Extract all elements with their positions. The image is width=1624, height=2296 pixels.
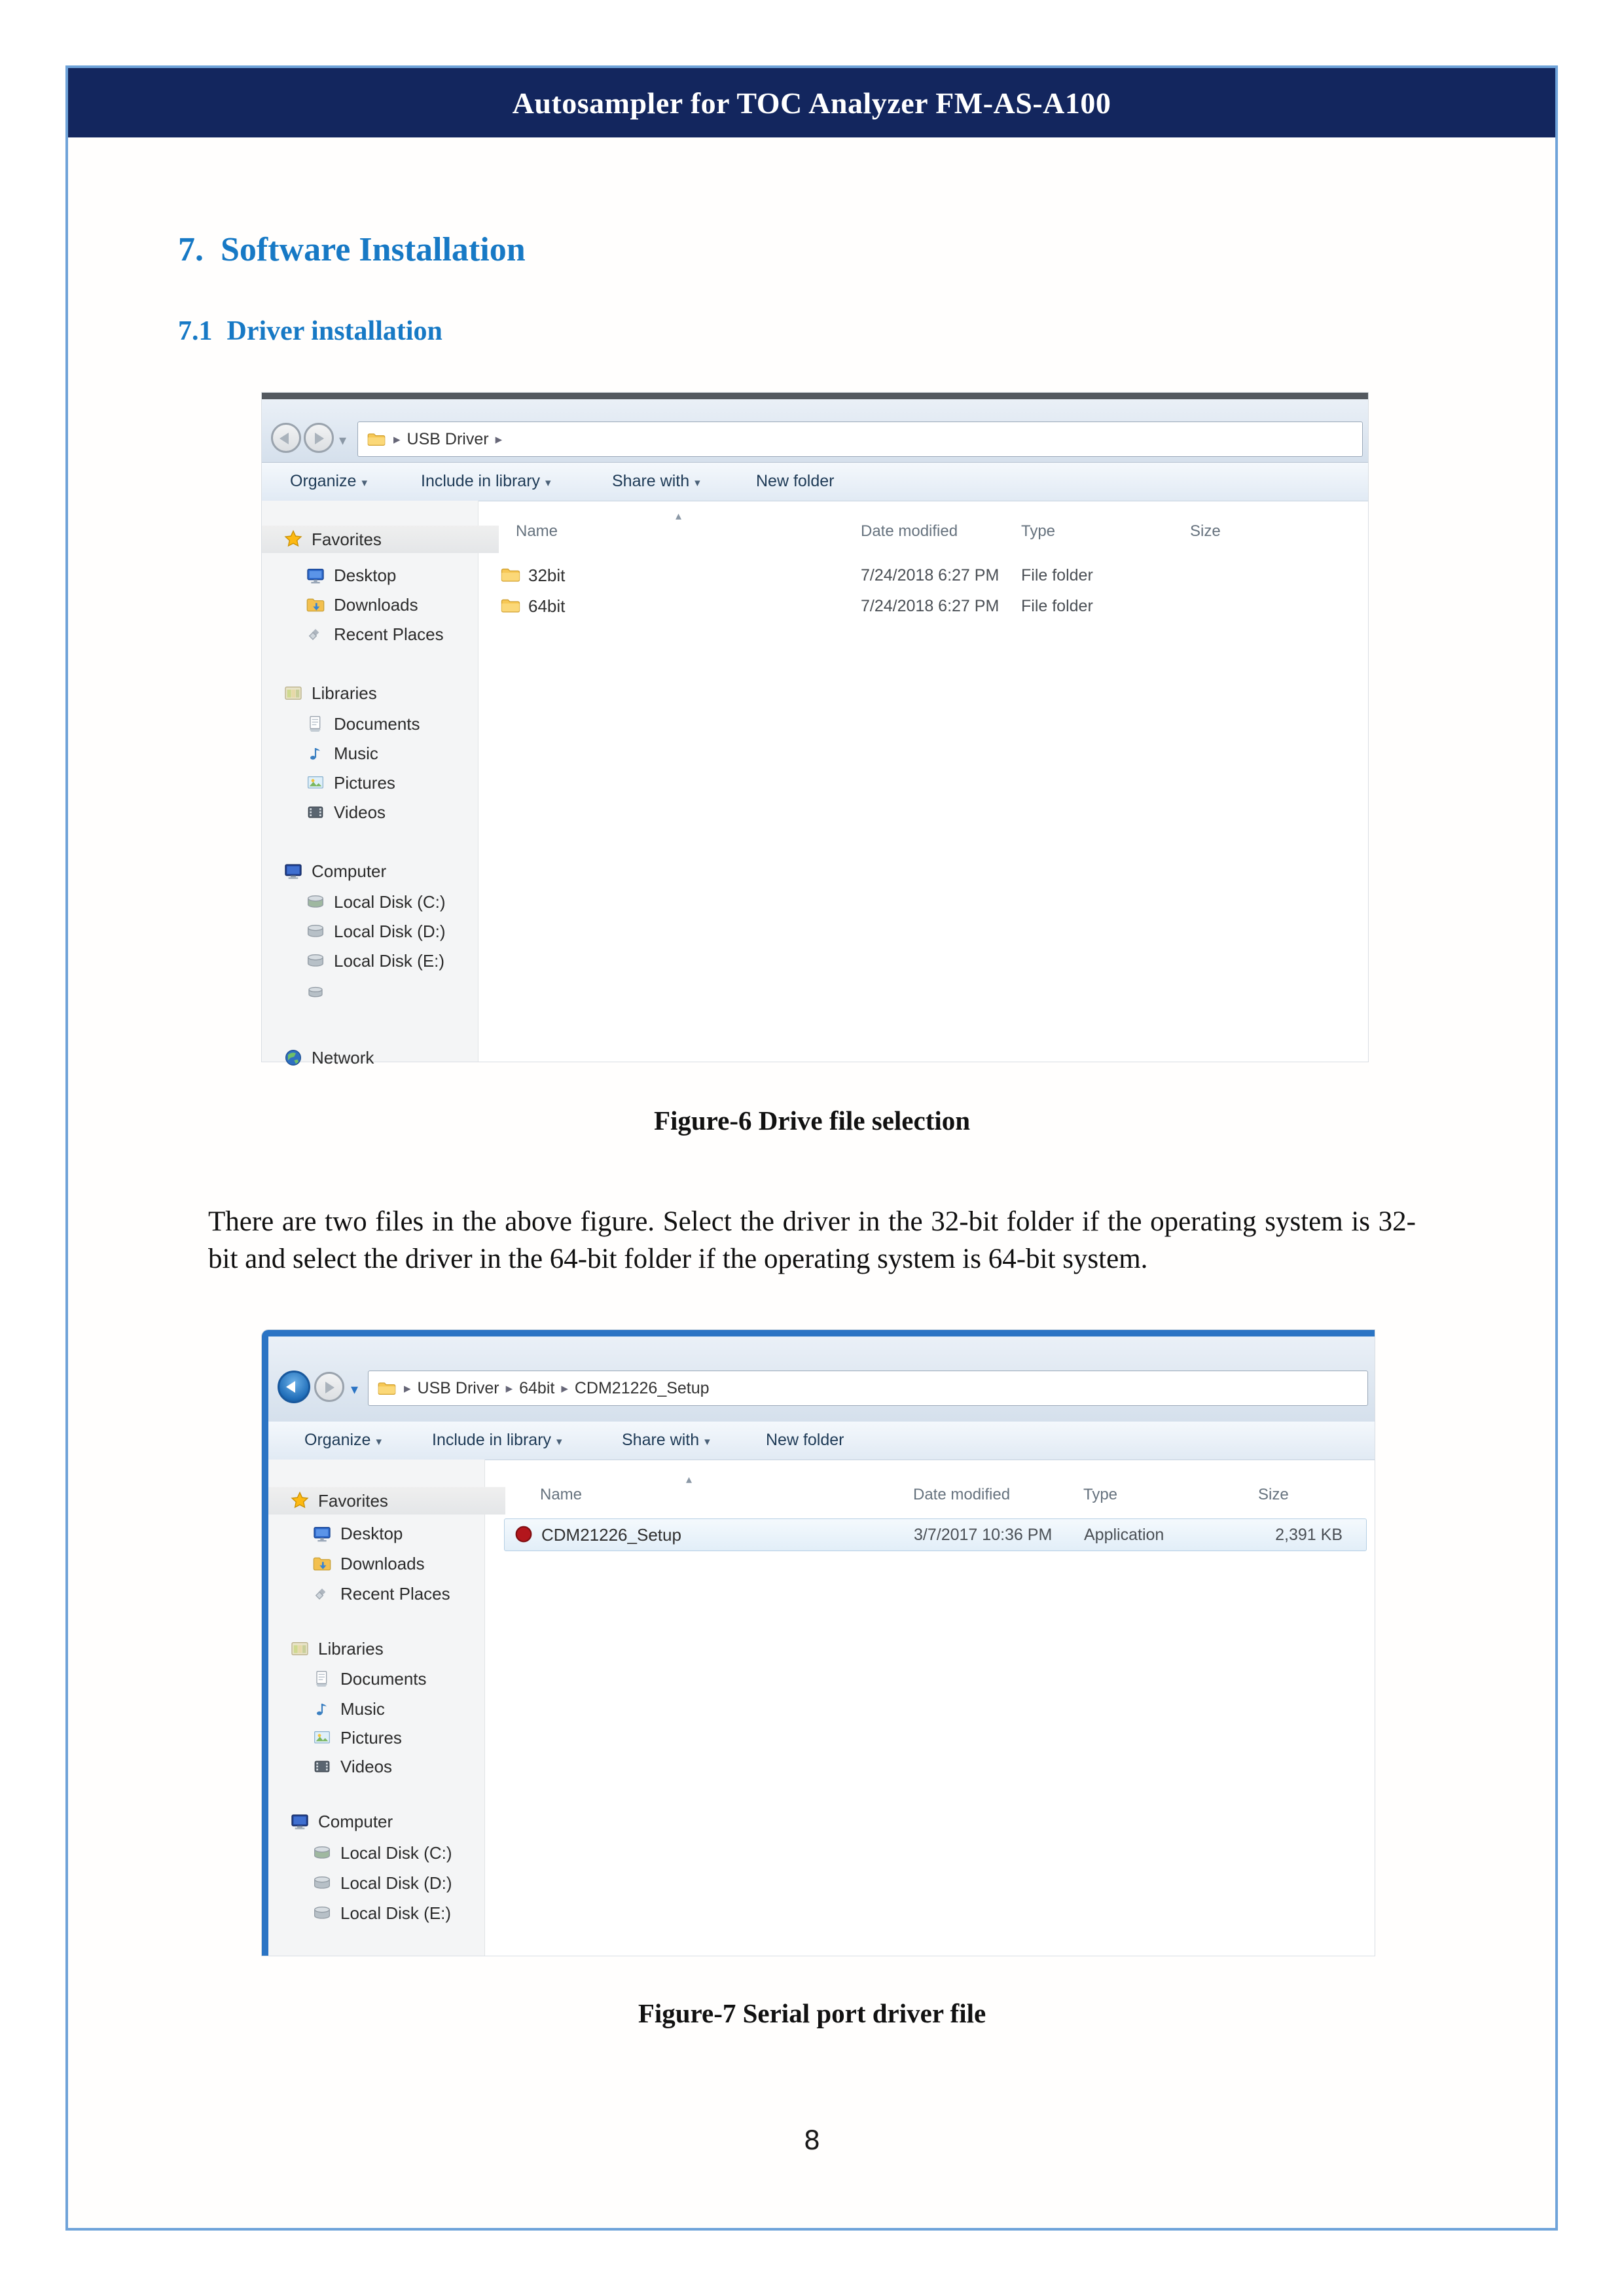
file-row-64bit[interactable]: 64bit 7/24/2018 6:27 PM File folder — [481, 590, 1364, 622]
dropdown-caret-icon: ▾ — [556, 1435, 562, 1448]
page-header-title: Autosampler for TOC Analyzer FM-AS-A100 — [512, 86, 1111, 120]
back-arrow-icon — [286, 1381, 295, 1393]
sidebar-item-music[interactable]: Music — [262, 740, 521, 767]
file-row-32bit[interactable]: 32bit 7/24/2018 6:27 PM File folder — [481, 560, 1364, 591]
sidebar-item-computer[interactable]: Computer — [268, 1808, 505, 1835]
breadcrumb-arrow-icon: ▸ — [393, 431, 401, 447]
sidebar-item-local-disk-d[interactable]: Local Disk (D:) — [262, 918, 521, 945]
dropdown-caret-icon: ▾ — [376, 1435, 382, 1448]
star-icon — [289, 1490, 310, 1511]
breadcrumb-usb-driver[interactable]: USB Driver — [417, 1378, 499, 1397]
organize-button[interactable]: Organize ▾ — [290, 472, 367, 490]
subsection-heading — [178, 315, 442, 347]
back-arrow-icon — [280, 433, 289, 444]
breadcrumb-cdm21226-setup[interactable]: CDM21226_Setup — [574, 1378, 710, 1397]
command-toolbar — [268, 1422, 1375, 1460]
disk-icon — [312, 1903, 333, 1924]
sidebar-item-videos[interactable]: Videos — [262, 798, 521, 826]
sidebar-item-pictures[interactable]: Pictures — [262, 769, 521, 797]
breadcrumb-arrow-icon: ▸ — [495, 431, 503, 447]
disk-icon — [305, 921, 326, 942]
sidebar-item-local-disk-c[interactable]: Local Disk (C:) — [268, 1839, 528, 1867]
libraries-icon — [283, 683, 304, 704]
dropdown-caret-icon: ▾ — [695, 476, 700, 489]
sidebar-item-pictures[interactable]: Pictures — [268, 1724, 528, 1751]
sidebar-item-downloads[interactable]: Downloads — [268, 1550, 528, 1577]
page-header-bar — [68, 68, 1555, 137]
breadcrumb-arrow-icon: ▸ — [505, 1380, 513, 1396]
sidebar-item-favorites[interactable]: Favorites — [268, 1487, 505, 1515]
pictures-icon — [312, 1727, 333, 1748]
computer-icon — [283, 861, 304, 882]
sidebar-item-documents[interactable]: Documents — [262, 710, 521, 738]
column-header-type[interactable]: Type — [1021, 522, 1056, 540]
sidebar-item-favorites[interactable]: Favorites — [262, 526, 499, 553]
sort-ascending-icon: ▴ — [686, 1473, 693, 1486]
forward-arrow-icon — [325, 1382, 334, 1393]
sidebar-item-desktop[interactable]: Desktop — [262, 562, 521, 589]
desktop-icon — [305, 565, 326, 586]
disk-icon — [312, 1873, 333, 1893]
breadcrumb-usb-driver[interactable]: USB Driver — [406, 429, 489, 448]
figure-6-caption: Figure-6 Drive file selection — [653, 1105, 971, 1136]
share-with-button[interactable]: Share with ▾ — [622, 1431, 710, 1449]
subsection-number: 7.1 — [178, 316, 213, 346]
libraries-icon — [289, 1638, 310, 1659]
window-chrome — [262, 399, 1368, 463]
music-icon — [312, 1698, 333, 1719]
star-icon — [283, 529, 304, 550]
disk-icon — [312, 1842, 333, 1863]
recent-places-icon — [312, 1583, 333, 1604]
application-icon — [513, 1523, 535, 1545]
disk-icon — [305, 891, 326, 912]
music-icon — [305, 743, 326, 764]
documents-icon — [305, 713, 326, 734]
organize-button[interactable]: Organize ▾ — [304, 1431, 382, 1449]
disk-icon — [305, 950, 326, 971]
sort-ascending-icon: ▴ — [676, 509, 682, 522]
downloads-icon — [312, 1553, 333, 1574]
history-dropdown-icon[interactable]: ▾ — [339, 432, 347, 448]
computer-icon — [289, 1811, 310, 1832]
column-header-name[interactable]: Name — [540, 1486, 583, 1503]
subsection-title: Driver installation — [226, 316, 442, 346]
dropdown-caret-icon: ▾ — [545, 476, 551, 489]
breadcrumb-64bit[interactable]: 64bit — [519, 1378, 555, 1397]
body-paragraph: There are two files in the above figure. Select the driver in the 32-bit folder if the operating system is 32-bit and select the driver in the 64-bit folder if the operating system is 64-bit system. — [208, 1206, 1416, 1274]
sidebar-item-local-disk-c[interactable]: Local Disk (C:) — [262, 888, 521, 916]
command-toolbar — [262, 463, 1368, 501]
pictures-icon — [305, 772, 326, 793]
folder-icon — [499, 564, 522, 586]
forward-button[interactable] — [314, 1372, 344, 1402]
sidebar-item-music[interactable]: Music — [268, 1695, 528, 1723]
column-header-size[interactable]: Size — [1258, 1486, 1289, 1503]
navigation-pane — [262, 501, 478, 1067]
share-with-button[interactable]: Share with ▾ — [612, 472, 700, 490]
sidebar-item-network[interactable]: Network — [262, 1044, 499, 1071]
sidebar-item-libraries[interactable]: Libraries — [262, 679, 499, 707]
folder-icon — [366, 429, 387, 450]
sidebar-item-libraries[interactable]: Libraries — [268, 1635, 505, 1662]
sidebar-item-documents[interactable]: Documents — [268, 1665, 528, 1693]
videos-icon — [305, 802, 326, 823]
figure-7-caption: Figure-7 Serial port driver file — [638, 1998, 986, 2028]
breadcrumb-arrow-icon: ▸ — [561, 1380, 568, 1396]
sidebar-item-recent-places[interactable]: Recent Places — [262, 620, 521, 648]
desktop-icon — [312, 1523, 333, 1544]
address-bar[interactable] — [368, 1371, 1368, 1406]
explorer-window-usb-driver — [262, 393, 1368, 1067]
new-folder-button[interactable]: New folder — [766, 1431, 844, 1449]
sidebar-item-recent-places[interactable]: Recent Places — [268, 1580, 528, 1607]
sidebar-item-downloads[interactable]: Downloads — [262, 591, 521, 619]
window-top-strip — [262, 393, 1368, 399]
folder-icon — [376, 1378, 397, 1399]
forward-button[interactable] — [304, 423, 334, 453]
new-folder-button[interactable]: New folder — [756, 472, 835, 490]
videos-icon — [312, 1756, 333, 1777]
sidebar-item-videos[interactable]: Videos — [268, 1753, 528, 1780]
back-button[interactable] — [278, 1371, 310, 1403]
section-number: 7. — [178, 231, 204, 268]
sidebar-item-local-disk-e[interactable]: Local Disk (E:) — [262, 947, 521, 975]
include-in-library-button[interactable]: Include in library ▾ — [432, 1431, 562, 1449]
sidebar-item-desktop[interactable]: Desktop — [268, 1520, 528, 1547]
section-heading — [178, 230, 526, 269]
include-in-library-button[interactable]: Include in library ▾ — [421, 472, 551, 490]
folder-icon — [499, 594, 522, 617]
sidebar-item-removable-disk[interactable] — [262, 978, 521, 1006]
breadcrumb-arrow-icon: ▸ — [404, 1380, 411, 1396]
file-row-cdm21226-setup[interactable]: CDM21226_Setup 3/7/2017 10:36 PM Application 2,391 KB — [504, 1518, 1367, 1551]
navigation-pane — [268, 1460, 485, 1956]
sidebar-item-local-disk-d[interactable]: Local Disk (D:) — [268, 1869, 528, 1897]
sidebar-item-local-disk-e[interactable]: Local Disk (E:) — [268, 1899, 528, 1927]
window-chrome — [268, 1336, 1375, 1422]
window-top-strip — [268, 1330, 1375, 1336]
forward-arrow-icon — [315, 433, 324, 444]
section-title: Software Installation — [221, 231, 526, 268]
history-dropdown-icon[interactable]: ▾ — [351, 1381, 359, 1397]
dropdown-caret-icon: ▾ — [704, 1435, 710, 1448]
back-button[interactable] — [271, 423, 301, 453]
address-bar[interactable] — [357, 422, 1363, 457]
downloads-icon — [305, 594, 326, 615]
network-globe-icon — [283, 1047, 304, 1068]
column-header-size[interactable]: Size — [1190, 522, 1221, 540]
dropdown-caret-icon: ▾ — [361, 476, 367, 489]
page-number: 8 — [803, 2126, 821, 2156]
column-header-type[interactable]: Type — [1083, 1486, 1118, 1503]
documents-icon — [312, 1668, 333, 1689]
disk-icon — [305, 982, 326, 1003]
column-header-date-modified[interactable]: Date modified — [861, 522, 958, 540]
column-header-date-modified[interactable]: Date modified — [913, 1486, 1011, 1503]
explorer-window-cdm21226-setup — [262, 1330, 1375, 1956]
column-header-name[interactable]: Name — [516, 522, 558, 540]
recent-places-icon — [305, 624, 326, 645]
sidebar-item-computer[interactable]: Computer — [262, 857, 499, 885]
